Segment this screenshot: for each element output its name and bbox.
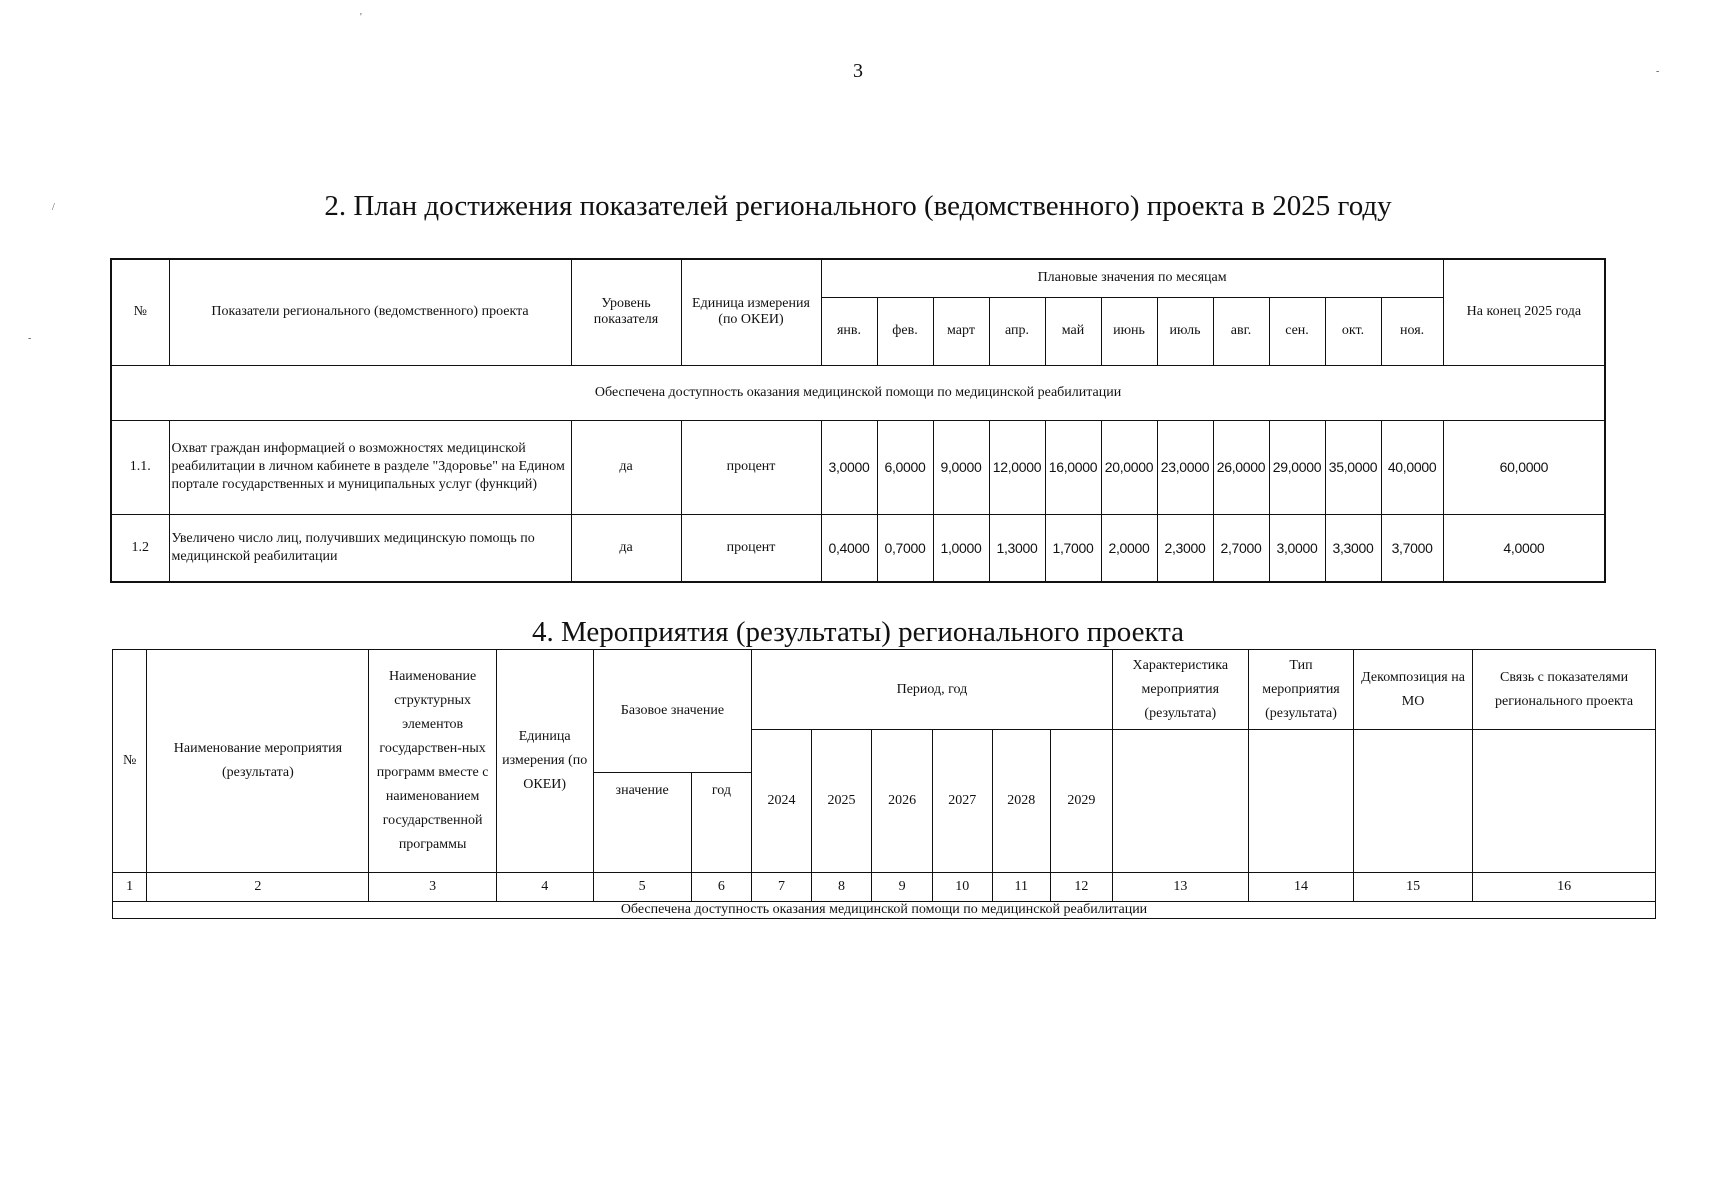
header-base-value-year: год bbox=[691, 773, 752, 873]
column-number: 15 bbox=[1353, 873, 1472, 902]
indicator-level: да bbox=[571, 420, 681, 514]
column-number: 14 bbox=[1248, 873, 1353, 902]
scan-speck: - bbox=[1656, 66, 1660, 77]
column-number: 16 bbox=[1473, 873, 1656, 902]
month-header: июль bbox=[1157, 297, 1213, 365]
empty-cell bbox=[1112, 730, 1248, 873]
section-4-title: 4. Мероприятия (результаты) регионального проекта bbox=[531, 616, 1185, 648]
column-number: 12 bbox=[1051, 873, 1113, 902]
column-number: 10 bbox=[932, 873, 992, 902]
page-number: 3 bbox=[853, 60, 863, 82]
month-value: 26,0000 bbox=[1213, 420, 1269, 514]
month-value: 2,0000 bbox=[1101, 514, 1157, 582]
column-number: 3 bbox=[369, 873, 496, 902]
table-row bbox=[111, 420, 1605, 514]
month-header: апр. bbox=[989, 297, 1045, 365]
month-value: 3,3000 bbox=[1325, 514, 1381, 582]
month-header: авг. bbox=[1213, 297, 1269, 365]
year-header: 2029 bbox=[1051, 730, 1113, 873]
column-numbers-row bbox=[113, 873, 1656, 902]
column-number: 11 bbox=[992, 873, 1051, 902]
column-number: 13 bbox=[1112, 873, 1248, 902]
month-header: янв. bbox=[821, 297, 877, 365]
indicators-plan-table bbox=[110, 258, 1606, 583]
month-value: 0,4000 bbox=[821, 514, 877, 582]
section-label: Обеспечена доступность оказания медицинской помощи по медицинской реабилитации bbox=[113, 902, 1656, 919]
month-header: март bbox=[933, 297, 989, 365]
month-header: июнь bbox=[1101, 297, 1157, 365]
scan-speck: / bbox=[52, 202, 55, 213]
header-characteristic: Характеристика мероприятия (результата) bbox=[1112, 650, 1248, 730]
indicator-level: да bbox=[571, 514, 681, 582]
month-value: 29,0000 bbox=[1269, 420, 1325, 514]
month-value: 6,0000 bbox=[877, 420, 933, 514]
month-header: окт. bbox=[1325, 297, 1381, 365]
empty-cell bbox=[1353, 730, 1472, 873]
column-number: 7 bbox=[752, 873, 812, 902]
scan-speck: - bbox=[28, 333, 32, 344]
month-value: 2,3000 bbox=[1157, 514, 1213, 582]
year-header: 2027 bbox=[932, 730, 992, 873]
month-header: фев. bbox=[877, 297, 933, 365]
month-value: 9,0000 bbox=[933, 420, 989, 514]
month-value: 3,0000 bbox=[1269, 514, 1325, 582]
header-base-value: Базовое значение bbox=[593, 650, 752, 773]
month-value: 0,7000 bbox=[877, 514, 933, 582]
column-number: 9 bbox=[872, 873, 933, 902]
month-header: сен. bbox=[1269, 297, 1325, 365]
header-unit: Единица измерения (по ОКЕИ) bbox=[681, 259, 821, 365]
empty-cell bbox=[1473, 730, 1656, 873]
column-number: 1 bbox=[113, 873, 147, 902]
header-base-value-value: значение bbox=[593, 773, 691, 873]
section-2-title: 2. План достижения показателей регионального (ведомственного) проекта в 2025 году bbox=[324, 190, 1392, 222]
month-value: 1,7000 bbox=[1045, 514, 1101, 582]
header-decomposition: Декомпозиция на МО bbox=[1353, 650, 1472, 730]
row-num: 1.2 bbox=[111, 514, 169, 582]
year-header: 2026 bbox=[872, 730, 933, 873]
header-indicator: Показатели регионального (ведомственного) проекта bbox=[169, 259, 571, 365]
month-value: 20,0000 bbox=[1101, 420, 1157, 514]
month-value: 3,7000 bbox=[1381, 514, 1443, 582]
month-value: 12,0000 bbox=[989, 420, 1045, 514]
header-year-end: На конец 2025 года bbox=[1443, 259, 1605, 365]
column-number: 2 bbox=[147, 873, 369, 902]
header-activity-name: Наименование мероприятия (результата) bbox=[147, 650, 369, 873]
month-value: 16,0000 bbox=[1045, 420, 1101, 514]
month-header: ноя. bbox=[1381, 297, 1443, 365]
column-number: 5 bbox=[593, 873, 691, 902]
year-header: 2024 bbox=[752, 730, 812, 873]
year-end-value: 4,0000 bbox=[1443, 514, 1605, 582]
header-period: Период, год bbox=[752, 650, 1112, 730]
row-num: 1.1. bbox=[111, 420, 169, 514]
header-structural-elements: Наименование структурных элементов государствен-ных программ вместе с наименованием государственной программы bbox=[369, 650, 496, 873]
header-link: Связь с показателями регионального проекта bbox=[1473, 650, 1656, 730]
header-monthly: Плановые значения по месяцам bbox=[821, 259, 1443, 297]
year-header: 2028 bbox=[992, 730, 1051, 873]
month-value: 23,0000 bbox=[1157, 420, 1213, 514]
header-num: № bbox=[111, 259, 169, 365]
column-number: 4 bbox=[496, 873, 593, 902]
section-label: Обеспечена доступность оказания медицинской помощи по медицинской реабилитации bbox=[111, 365, 1605, 420]
header-type: Тип мероприятия (результата) bbox=[1248, 650, 1353, 730]
year-header: 2025 bbox=[811, 730, 872, 873]
indicator-name: Охват граждан информацией о возможностях медицинской реабилитации в личном кабинете в разделе "Здоровье" на Едином портале государственных и муниципальных услуг (функций) bbox=[169, 420, 571, 514]
column-number: 6 bbox=[691, 873, 752, 902]
indicator-name: Увеличено число лиц, получивших медицинскую помощь по медицинской реабилитации bbox=[169, 514, 571, 582]
header-level: Уровень показателя bbox=[571, 259, 681, 365]
month-value: 1,3000 bbox=[989, 514, 1045, 582]
table-row bbox=[111, 514, 1605, 582]
indicator-unit: процент bbox=[681, 420, 821, 514]
month-value: 40,0000 bbox=[1381, 420, 1443, 514]
year-end-value: 60,0000 bbox=[1443, 420, 1605, 514]
activities-table bbox=[112, 649, 1656, 919]
column-number: 8 bbox=[811, 873, 872, 902]
header-unit: Единица измерения (по ОКЕИ) bbox=[496, 650, 593, 873]
scan-speck: ' bbox=[360, 12, 362, 23]
indicator-unit: процент bbox=[681, 514, 821, 582]
month-value: 3,0000 bbox=[821, 420, 877, 514]
month-value: 1,0000 bbox=[933, 514, 989, 582]
month-header: май bbox=[1045, 297, 1101, 365]
month-value: 2,7000 bbox=[1213, 514, 1269, 582]
empty-cell bbox=[1248, 730, 1353, 873]
section-row bbox=[113, 902, 1656, 919]
header-num: № bbox=[113, 650, 147, 873]
month-value: 35,0000 bbox=[1325, 420, 1381, 514]
